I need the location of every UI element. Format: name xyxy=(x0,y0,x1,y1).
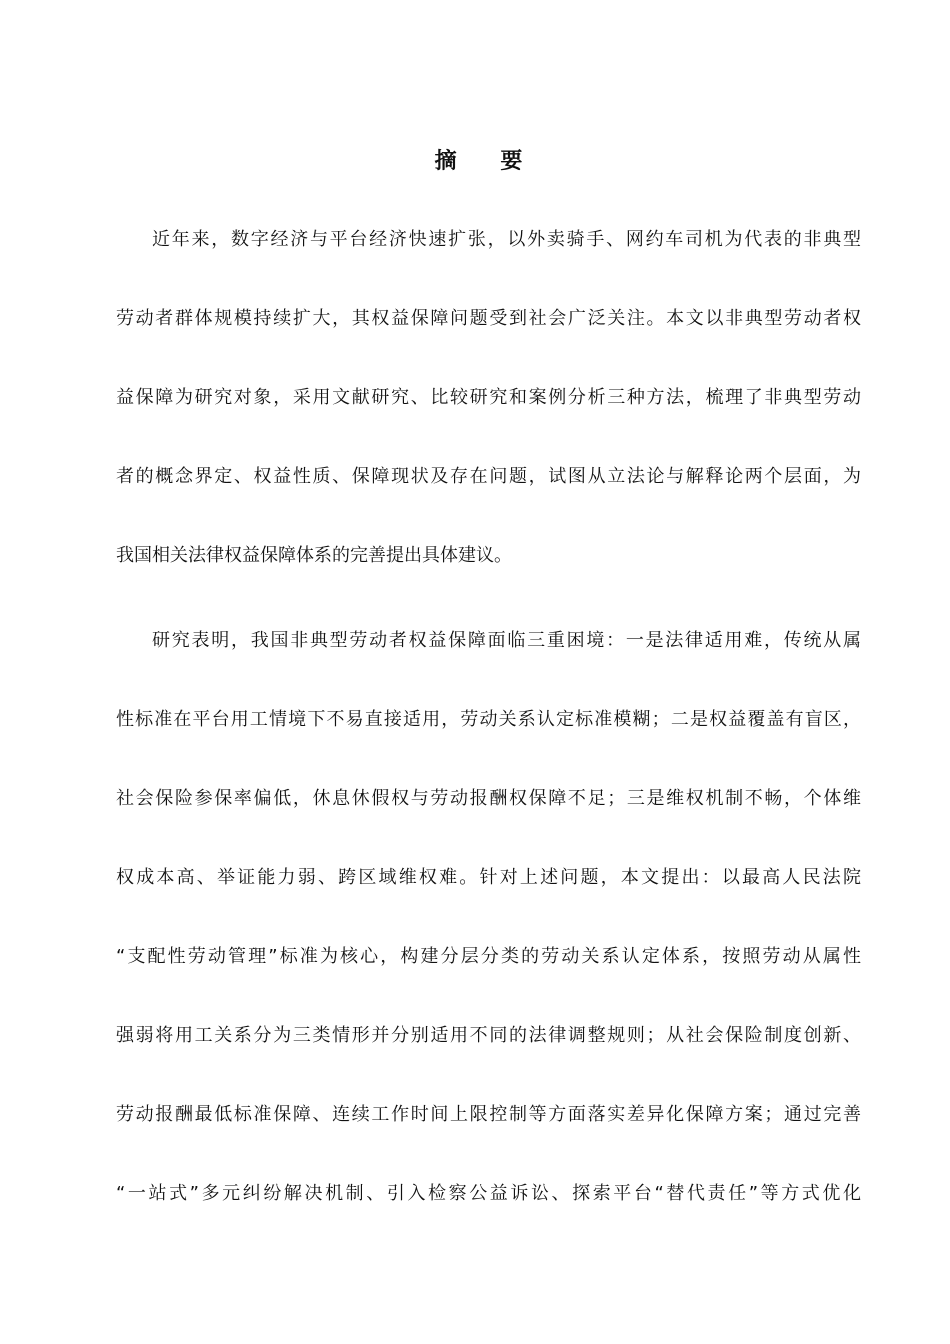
paragraph-2-line-4: 权成本高、举证能力弱、跨区域维权难。针对上述问题，本文提出：以最高人民法院 xyxy=(116,867,861,888)
paragraph-1-line-4: 者的概念界定、权益性质、保障现状及存在问题，试图从立法论与解释论两个层面，为 xyxy=(116,466,861,487)
paragraph-2-line-5: “支配性劳动管理”标准为核心，构建分层分类的劳动关系认定体系，按照劳动从属性 xyxy=(116,946,861,967)
paragraph-1-line-1: 近年来，数字经济与平台经济快速扩张，以外卖骑手、网约车司机为代表的非典型 xyxy=(152,229,861,250)
paragraph-2-line-6: 强弱将用工关系分为三类情形并分别适用不同的法律调整规则；从社会保险制度创新、 xyxy=(116,1025,861,1046)
paragraph-2-line-8: “一站式”多元纠纷解决机制、引入检察公益诉讼、探索平台“替代责任”等方式优化 xyxy=(116,1183,861,1204)
abstract-paragraph-1 xyxy=(116,200,861,595)
paragraph-2-line-3: 社会保险参保率偏低，休息休假权与劳动报酬权保障不足；三是维权机制不畅，个体维 xyxy=(116,788,861,809)
paragraph-2-line-2: 性标准在平台用工情境下不易直接适用，劳动关系认定标准模糊；二是权益覆盖有盲区， xyxy=(116,709,861,730)
paragraph-1-line-2: 劳动者群体规模持续扩大，其权益保障问题受到社会广泛关注。本文以非典型劳动者权 xyxy=(116,308,861,329)
abstract-title: 摘 要 xyxy=(434,149,541,174)
abstract-paragraph-2 xyxy=(116,601,861,1233)
paragraph-1-line-3: 益保障为研究对象，采用文献研究、比较研究和案例分析三种方法，梳理了非典型劳动 xyxy=(116,387,861,408)
paragraph-2-line-1: 研究表明，我国非典型劳动者权益保障面临三重困境：一是法律适用难，传统从属 xyxy=(152,630,861,651)
paragraph-1-line-5: 我国相关法律权益保障体系的完善提出具体建议。 xyxy=(116,545,512,566)
paragraph-2-line-7: 劳动报酬最低标准保障、连续工作时间上限控制等方面落实差异化保障方案；通过完善 xyxy=(116,1104,861,1125)
